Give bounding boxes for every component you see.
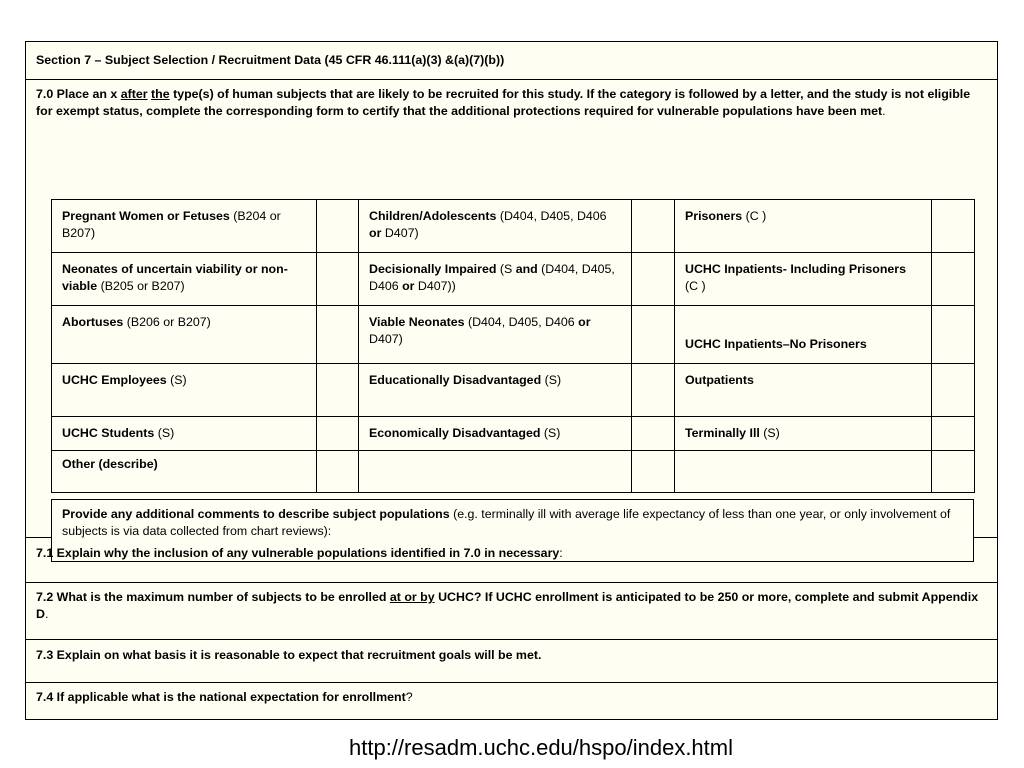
category-other: Other (describe) (52, 451, 317, 493)
checkbox-other[interactable] (317, 451, 359, 493)
category-students: UCHC Students (S) (52, 417, 317, 451)
category-prisoners: Prisoners (C ) (675, 200, 932, 253)
category-children: Children/Adolescents (D404, D405, D406 or D407) (359, 200, 632, 253)
question-7-3-row (26, 640, 997, 683)
checkbox-employees[interactable] (317, 364, 359, 417)
category-employees: UCHC Employees (S) (52, 364, 317, 417)
checkbox-pregnant-women[interactable] (317, 200, 359, 253)
section-header-row (26, 42, 997, 80)
checkbox-prisoners[interactable] (932, 200, 975, 253)
category-inpatients-including-prisoners: UCHC Inpatients- Including Prisoners (C ) (675, 253, 932, 306)
section-header: Section 7 – Subject Selection / Recruitment Data (45 CFR 46.111(a)(3) &(a)(7)(b)) (36, 53, 505, 67)
checkbox-inpatients-including-prisoners[interactable] (932, 253, 975, 306)
table-row (52, 253, 975, 306)
question-7-1-text: 7.1 Explain why the inclusion of any vulnerable populations identified in 7.0 in necessary: (36, 546, 563, 560)
category-economically-disadvantaged: Economically Disadvantaged (S) (359, 417, 632, 451)
question-7-4-text: 7.4 If applicable what is the national expectation for enrollment? (36, 690, 413, 704)
category-pregnant-women: Pregnant Women or Fetuses (B204 or B207) (52, 200, 317, 253)
empty-cell (675, 451, 932, 493)
empty-cell (632, 451, 675, 493)
category-decisionally-impaired: Decisionally Impaired (S and (D404, D405, D406 or D407)) (359, 253, 632, 306)
section-7-form (25, 41, 998, 720)
question-7-4-row (26, 683, 997, 719)
category-viable-neonates: Viable Neonates (D404, D405, D406 or D407) (359, 306, 632, 364)
checkbox-children[interactable] (632, 200, 675, 253)
question-7-3-text: 7.3 Explain on what basis it is reasonable to expect that recruitment goals will be met. (36, 648, 542, 662)
checkbox-decisionally-impaired[interactable] (632, 253, 675, 306)
category-outpatients: Outpatients (675, 364, 932, 417)
question-7-2-row (26, 583, 997, 640)
table-row (52, 200, 975, 253)
table-row (52, 451, 975, 493)
empty-cell (932, 451, 975, 493)
category-terminally-ill: Terminally Ill (S) (675, 417, 932, 451)
category-educationally-disadvantaged: Educationally Disadvantaged (S) (359, 364, 632, 417)
checkbox-students[interactable] (317, 417, 359, 451)
checkbox-outpatients[interactable] (932, 364, 975, 417)
question-7-0-text: 7.0 Place an x after the type(s) of human subjects that are likely to be recruited for this study. If the category is followed by a letter, and the study is not eligible for exempt status, complete the corresponding form to certify that the additional protections required for vulnerable populations have been met. (36, 87, 971, 118)
additional-comments-box[interactable]: Provide any additional comments to describe subject populations (e.g. terminally ill with average life expectancy of less than one year, or only involvement of subjects is via data collected from chart reviews): (51, 499, 974, 562)
question-7-2-text: 7.2 What is the maximum number of subjects to be enrolled at or by UCHC? If UCHC enrollment is anticipated to be 250 or more, complete and submit Appendix D. (36, 590, 979, 621)
question-7-0-row (26, 80, 997, 538)
checkbox-inpatients-no-prisoners[interactable] (932, 306, 975, 364)
checkbox-terminally-ill[interactable] (932, 417, 975, 451)
checkbox-educationally-disadvantaged[interactable] (632, 364, 675, 417)
footer-url: http://resadm.uchc.edu/hspo/index.html (349, 735, 733, 760)
category-abortuses: Abortuses (B206 or B207) (52, 306, 317, 364)
other-describe-field[interactable] (359, 451, 632, 493)
category-inpatients-no-prisoners: UCHC Inpatients–No Prisoners (675, 306, 932, 364)
checkbox-viable-neonates[interactable] (632, 306, 675, 364)
checkbox-neonates[interactable] (317, 253, 359, 306)
question-7-1-row (26, 538, 997, 583)
table-row (52, 364, 975, 417)
table-row (52, 306, 975, 364)
checkbox-economically-disadvantaged[interactable] (632, 417, 675, 451)
table-row (52, 417, 975, 451)
checkbox-abortuses[interactable] (317, 306, 359, 364)
subject-categories-table (51, 199, 975, 493)
category-neonates: Neonates of uncertain viability or non-viable (B205 or B207) (52, 253, 317, 306)
